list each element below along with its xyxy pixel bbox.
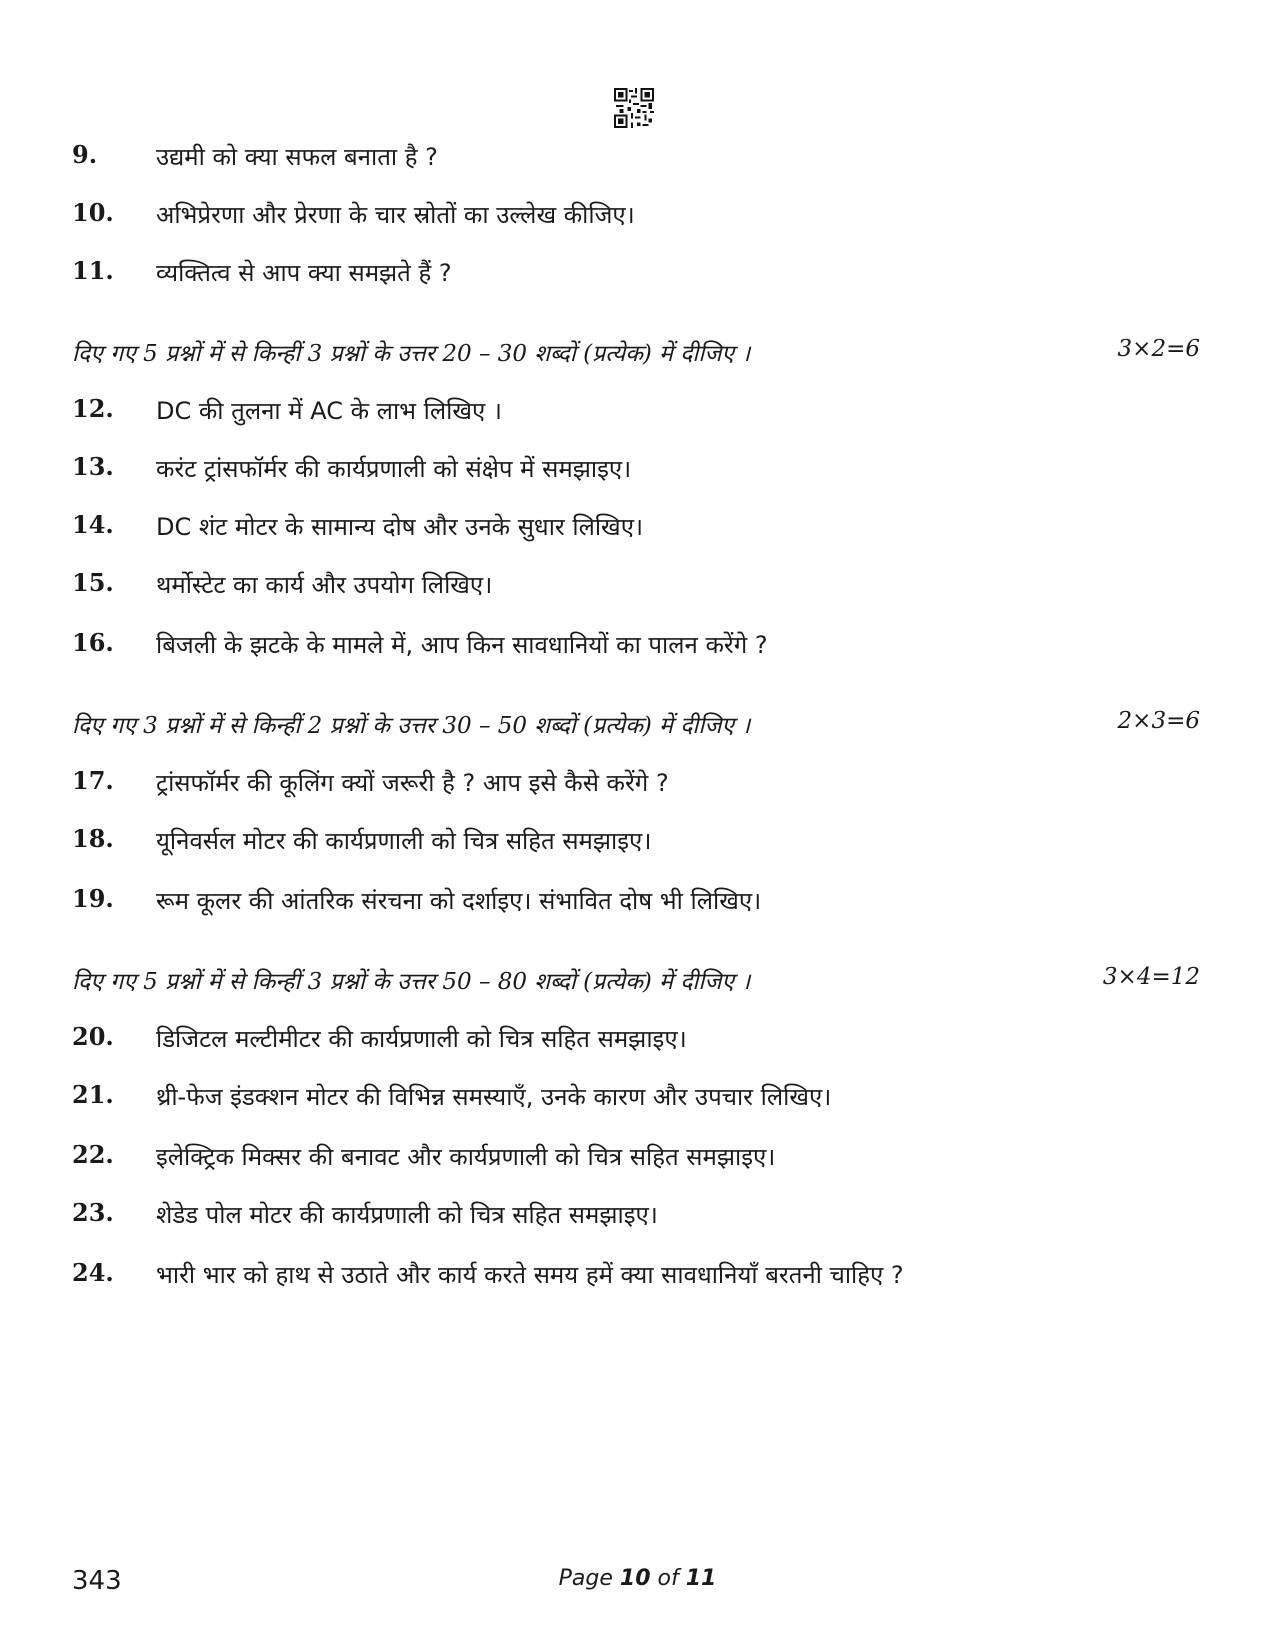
section-instruction	[72, 708, 1200, 748]
paper-code: 343	[72, 1566, 122, 1596]
question-number: 19.	[72, 884, 114, 913]
question-row	[0, 394, 1275, 434]
question-row	[0, 140, 1275, 180]
question-row	[0, 452, 1275, 492]
question-text: करंट ट्रांसफॉर्मर की कार्यप्रणाली को संक्षेप में समझाइए।	[156, 455, 632, 483]
question-row	[0, 1022, 1275, 1062]
question-number: 12.	[72, 394, 114, 423]
question-row	[0, 766, 1275, 806]
question-number: 13.	[72, 452, 114, 481]
question-text: अभिप्रेरणा और प्रेरणा के चार स्रोतों का उल्लेख कीजिए।	[156, 201, 635, 229]
section-instruction	[72, 336, 1200, 376]
question-text: बिजली के झटके के मामले में, आप किन सावधानियों का पालन करेंगे ?	[156, 631, 768, 659]
question-row	[0, 510, 1275, 550]
question-number: 11.	[72, 256, 114, 285]
question-number: 9.	[72, 140, 98, 169]
page-of: of	[650, 1566, 686, 1591]
question-row	[0, 1258, 1275, 1298]
instruction-text: दिए गए 3 प्रश्नों में से किन्हीं 2 प्रश्नों के उत्तर 30 – 50 शब्दों (प्रत्येक) में दीजिए ।	[72, 713, 751, 739]
question-number: 15.	[72, 568, 114, 597]
question-number: 23.	[72, 1198, 114, 1227]
question-row	[0, 824, 1275, 864]
question-number: 18.	[72, 824, 114, 853]
question-text: उद्यमी को क्या सफल बनाता है ?	[156, 143, 438, 171]
question-number: 21.	[72, 1080, 114, 1109]
question-row	[0, 628, 1275, 668]
page-current: 10	[619, 1566, 651, 1591]
question-text: डिजिटल मल्टीमीटर की कार्यप्रणाली को चित्र सहित समझाइए।	[156, 1025, 687, 1053]
question-text: रूम कूलर की आंतरिक संरचना को दर्शाइए। संभावित दोष भी लिखिए।	[156, 887, 762, 915]
marks-label: 2×3=6	[1117, 708, 1200, 734]
question-number: 16.	[72, 628, 114, 657]
question-text: ट्रांसफॉर्मर की कूलिंग क्यों जरूरी है ? आप इसे कैसे करेंगे ?	[156, 769, 669, 797]
question-text: थ्री-फेज इंडक्शन मोटर की विभिन्न समस्याएँ, उनके कारण और उपचार लिखिए।	[156, 1083, 832, 1111]
question-row	[0, 1080, 1275, 1120]
question-row	[0, 198, 1275, 238]
question-number: 14.	[72, 510, 114, 539]
question-number: 22.	[72, 1140, 114, 1169]
question-text: शेडेड पोल मोटर की कार्यप्रणाली को चित्र सहित समझाइए।	[156, 1201, 658, 1229]
question-number: 17.	[72, 766, 114, 795]
question-row	[0, 1198, 1275, 1238]
marks-label: 3×2=6	[1117, 336, 1200, 362]
page-total: 11	[685, 1566, 717, 1591]
question-text: DC शंट मोटर के सामान्य दोष और उनके सुधार लिखिए।	[156, 513, 644, 541]
question-text: थर्मोस्टेट का कार्य और उपयोग लिखिए।	[156, 571, 493, 599]
section-instruction	[72, 964, 1200, 1004]
question-row	[0, 1140, 1275, 1180]
question-number: 20.	[72, 1022, 114, 1051]
question-text: इलेक्ट्रिक मिक्सर की बनावट और कार्यप्रणाली को चित्र सहित समझाइए।	[156, 1143, 776, 1171]
question-text: यूनिवर्सल मोटर की कार्यप्रणाली को चित्र सहित समझाइए।	[156, 827, 652, 855]
page-number	[0, 1566, 1275, 1591]
marks-label: 3×4=12	[1102, 964, 1200, 990]
question-text: व्यक्तित्व से आप क्या समझते हैं ?	[156, 259, 452, 287]
question-text: DC की तुलना में AC के लाभ लिखिए ।	[156, 397, 503, 425]
qr-code	[614, 88, 654, 128]
page-prefix: Page	[558, 1566, 620, 1591]
question-row	[0, 884, 1275, 924]
question-row	[0, 568, 1275, 608]
instruction-text: दिए गए 5 प्रश्नों में से किन्हीं 3 प्रश्नों के उत्तर 20 – 30 शब्दों (प्रत्येक) में दीजिए ।	[72, 341, 751, 367]
question-number: 24.	[72, 1258, 114, 1287]
question-row	[0, 256, 1275, 296]
question-text: भारी भार को हाथ से उठाते और कार्य करते समय हमें क्या सावधानियाँ बरतनी चाहिए ?	[156, 1261, 904, 1289]
question-number: 10.	[72, 198, 114, 227]
instruction-text: दिए गए 5 प्रश्नों में से किन्हीं 3 प्रश्नों के उत्तर 50 – 80 शब्दों (प्रत्येक) में दीजिए ।	[72, 969, 751, 995]
